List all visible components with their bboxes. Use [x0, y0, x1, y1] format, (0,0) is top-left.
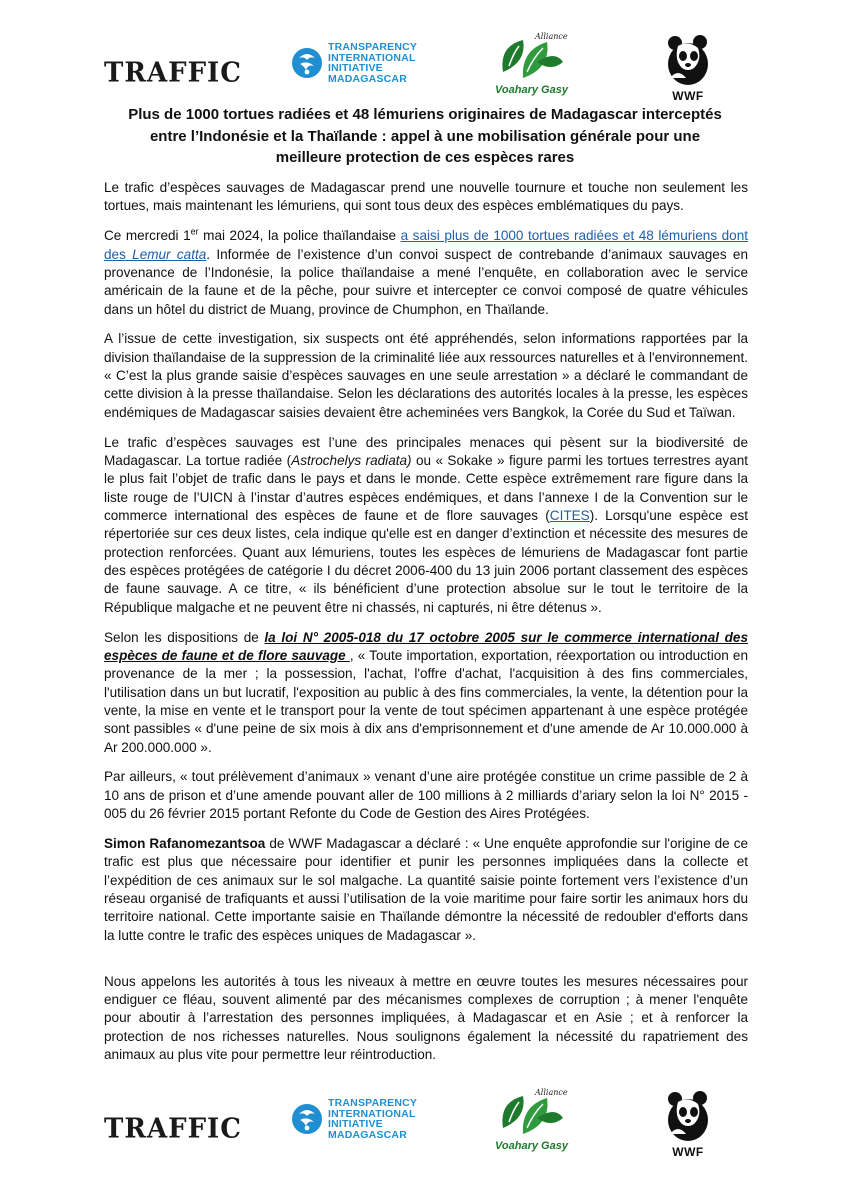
- panda-icon: [664, 34, 712, 86]
- ti-line-3: INITIATIVE: [328, 1118, 383, 1130]
- link1-em: Lemur catta: [132, 246, 207, 262]
- wwf-text: WWF: [672, 89, 704, 103]
- cites-link[interactable]: CITES: [549, 508, 590, 523]
- p4-em: Astrochelys radiata): [291, 452, 412, 468]
- p2-a: Ce mercredi 1: [104, 228, 191, 244]
- ti-line-4: MADAGASCAR: [328, 1128, 407, 1141]
- p2-sup: er: [190, 226, 199, 237]
- p5-a: Selon les dispositions de: [104, 629, 265, 645]
- wwf-logo-footer: [664, 1090, 712, 1160]
- voahary-gasy-logo: [493, 32, 569, 102]
- traffic-logo: TRAFFIC: [104, 57, 242, 89]
- p5-b: , « Toute importation, exportation, réexportation ou introduction en provenance de la mer ; la possession, l'achat, l'offre d'achat, l'acquisition à des fins commerciales, l'utilisation dans un but lucratif, l'exposition au public à des fins commerciales, la vente, la détention pour la vente, la mise en vente et le transport pour la vente de tout spécimen appartenant à une espèce protégée sont passibles « d'une peine de six mois à dix ans d'emprisonnement et d'une amende de Ar 10.000.000 à Ar 200.000.000 ».: [104, 647, 748, 755]
- p2-b: mai 2024, la police thaïlandaise: [198, 228, 401, 244]
- vg-name-text: Voahary Gasy: [495, 1140, 568, 1152]
- paragraph-5: [104, 629, 748, 757]
- transparency-international-logo: [290, 42, 417, 84]
- ti-line-2: INTERNATIONAL: [328, 51, 416, 64]
- ti-line-2: INTERNATIONAL: [328, 1107, 416, 1120]
- p4-a: Le trafic d’espèces sauvages est l’une des principales menaces qui pèsent sur la biodiversité de Madagascar. La tortue radiée (: [104, 434, 748, 468]
- ti-globe-icon: [290, 1102, 324, 1136]
- panda-icon: [664, 1090, 712, 1142]
- ti-line-1: TRANSPARENCY: [328, 1097, 418, 1109]
- paragraph-7: [104, 835, 748, 945]
- page-title: Plus de 1000 tortues radiées et 48 lémuriens originaires de Madagascar interceptés entre l’Indonésie et la Thaïlande : appel à une mobilisation générale pour une meilleure protection de ces espèces rares: [128, 106, 722, 166]
- vg-alliance-text: Alliance: [535, 32, 568, 41]
- article-body: [104, 179, 748, 1076]
- wwf-logo: [664, 34, 712, 104]
- paragraph-8: Nous appelons les autorités à tous les niveaux à mettre en œuvre toutes les mesures nécessaires pour endiguer ce fléau, souvent alimenté par des mécanismes complexes de corruption ; à mener l'enquête pour aboutir à l’arrestation des personnes impliquées, à Madagascar et en Asie ; et à renforcer la protection de nos richesses naturelles. Nous soulignons également la nécessité du rapatriement des animaux au plus vite pour permettre leur réintroduction.: [104, 973, 748, 1062]
- paragraph-3: A l’issue de cette investigation, six suspects ont été appréhendés, selon informations rapportées par la division thaïlandaise de la suppression de la criminalité liée aux ressources naturelles et à l'environnement. « C’est la plus grande saisie d’espèces sauvages en une seule arrestation » a déclaré le commandant de cette division à la presse thaïlandaise. Selon les déclarations des autorités locales à la presse, les espèces endémiques de Madagascar saisies devaient être acheminées vers Bangkok, la Corée du Sud et Taïwan.: [104, 331, 748, 420]
- ti-globe-icon: [290, 46, 324, 80]
- vg-name-text: Voahary Gasy: [495, 84, 568, 96]
- law-reference: la loi N° 2005-018 du 17 octobre 2005 sur le commerce international des espèces de faune et de flore sauvage: [104, 629, 748, 663]
- ti-line-3: INITIATIVE: [328, 62, 383, 74]
- header-logos: [0, 32, 849, 102]
- traffic-logo-footer: TRAFFIC: [104, 1113, 242, 1145]
- transparency-international-logo-footer: [290, 1098, 417, 1140]
- wwf-text: WWF: [672, 1145, 704, 1159]
- link1-text: a saisi plus de 1000 tortues radiées et 48 lémuriens dont des: [104, 228, 748, 262]
- p4-c: ). Lorsqu'une espèce est répertoriée sur ces deux listes, cela indique qu'elle est en danger d’extinction et nécessite des mesures de protection renforcées. Quant aux lémuriens, toutes les espèces de lémuriens de Madagascar font partie des espèces protégées de catégorie I du décret 2006-400 du 13 juin 2006 portant classement des espèces de faune sauvage. A ce titre, « ils bénéficient d’une protection absolue sur le tout le territoire de la République malgache et ne peuvent être ni chassés, ni capturés, ni être détenus ».: [104, 508, 748, 615]
- ti-line-4: MADAGASCAR: [328, 72, 407, 85]
- speaker-name: Simon Rafanomezantsoa: [104, 836, 266, 851]
- p4-b: ou « Sokake » figure parmi les tortues terrestres ayant le plus fait l’objet de trafic dans le pays et dans le monde. Cette espèce extrêmement rare figure dans la liste rouge de l’UICN à l’instar d’autres espèces endémiques, et dans l’annexe I de la Convention sur le commerce international des espèces de faune et de flore sauvages (: [104, 452, 748, 523]
- paragraph-1: Le trafic d’espèces sauvages de Madagascar prend une nouvelle tournure et touche non seulement les tortues, mais maintenant les lémuriens, qui sont tous deux des espèces emblématiques du pays.: [104, 180, 748, 214]
- paragraph-4: [104, 434, 748, 617]
- p7-text: de WWF Madagascar a déclaré : « Une enquête approfondie sur l'origine de ce trafic est plus que nécessaire pour identifier et punir les personnes impliquées dans la collecte et l’expédition de ces animaux sur le sol malgache. La quantité saisie pointe fortement vers l’existence d’un réseau organisé de trafiquants et aussi l’utilisation de la voie maritime pour faire sortir les animaux hors du territoire national. Cette importante saisie en Thaïlande démontre la nécessité de redoubler d'efforts dans la lutte contre le trafic des espèces uniques de Madagascar ».: [104, 836, 748, 943]
- footer-logos: [0, 1088, 849, 1158]
- ti-line-1: TRANSPARENCY: [328, 41, 418, 53]
- paragraph-6: Par ailleurs, « tout prélèvement d’animaux » venant d’une aire protégée constitue un crime passible de 2 à 10 ans de prison et d’une amende pouvant aller de 100 millions à 2 milliards d’ariary selon la loi N° 2015 - 005 du 26 février 2015 portant Refonte du Code de Gestion des Aires Protégées.: [104, 769, 748, 822]
- paragraph-2: [104, 227, 748, 319]
- p2-c: . Informée de l’existence d’un convoi suspect de contrebande d’animaux sauvages en provenance de l’Indonésie, la police thaïlandaise a mené l’enquête, en collaboration avec le service américain de la faune et de la pêche, pour suivre et intercepter ce convoi composé de quatre véhicules dans un hôtel du district de Muang, province de Chumphon, en Thaïlande.: [104, 246, 748, 317]
- vg-alliance-text: Alliance: [535, 1088, 568, 1097]
- voahary-gasy-logo-footer: [493, 1088, 569, 1158]
- spacer: [104, 957, 748, 973]
